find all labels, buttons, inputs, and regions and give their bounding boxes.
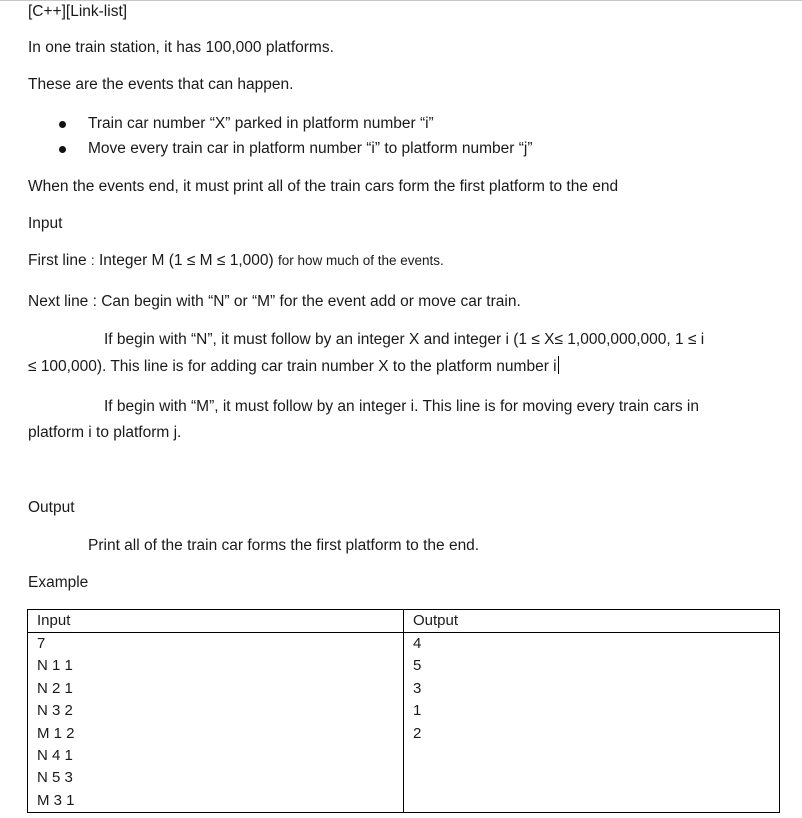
events-intro: These are the events that can happen. bbox=[28, 76, 294, 93]
n-rule-pre: If begin with “N”, it must follow by an integer X and integer i bbox=[104, 331, 509, 348]
input-line: N 5 3 bbox=[37, 769, 73, 787]
m-rule-line2: platform i to platform j. bbox=[28, 424, 182, 441]
input-line: N 3 2 bbox=[37, 702, 73, 720]
next-line-paragraph: Next line : Can begin with “N” or “M” for the event add or move car train. bbox=[28, 293, 521, 310]
bullet-item: Move every train car in platform number “i” to platform number “j” bbox=[88, 140, 533, 157]
intro-paragraph: In one train station, it has 100,000 platforms. bbox=[28, 39, 334, 56]
example-table-body bbox=[28, 633, 780, 813]
input-line: N 1 1 bbox=[37, 657, 73, 675]
input-line: M 3 1 bbox=[37, 791, 75, 809]
topic-tag: [C++][Link-list] bbox=[28, 3, 128, 20]
input-line: M 1 2 bbox=[37, 724, 75, 742]
input-cell bbox=[28, 633, 404, 813]
n-rule-line1 bbox=[104, 330, 704, 350]
input-line: N 4 1 bbox=[37, 746, 73, 764]
input-heading: Input bbox=[28, 215, 63, 232]
end-paragraph: When the events end, it must print all of the train cars form the first platform to the end bbox=[28, 178, 619, 195]
bullet-dot bbox=[59, 121, 66, 128]
input-line: 7 bbox=[37, 635, 46, 652]
page-top-border bbox=[0, 0, 802, 1]
text-cursor bbox=[558, 356, 559, 374]
m-rule-post: This line is for moving every train cars in bbox=[422, 398, 699, 415]
n-rule-line2 bbox=[28, 356, 559, 377]
output-line: 4 bbox=[413, 635, 422, 652]
output-line: 2 bbox=[413, 724, 422, 742]
output-heading: Output bbox=[28, 499, 75, 516]
n-rule-constraint-end: ≤ 100,000). bbox=[28, 358, 107, 375]
first-line-post: for how much of the events. bbox=[277, 253, 444, 268]
m-rule-pre: If begin with “M”, it must follow by an integer i. bbox=[104, 398, 419, 415]
output-description: Print all of the train car forms the first platform to the end. bbox=[88, 537, 480, 554]
output-cell bbox=[404, 633, 780, 813]
example-heading: Example bbox=[28, 574, 89, 591]
example-table-header bbox=[28, 610, 780, 633]
bullet-dot bbox=[59, 146, 66, 153]
input-line: N 2 1 bbox=[37, 679, 73, 697]
first-line-paragraph bbox=[28, 251, 444, 271]
output-line: 1 bbox=[413, 702, 422, 720]
input-column-header: Input bbox=[28, 610, 404, 633]
bullet-item: Train car number “X” parked in platform number “i” bbox=[88, 115, 434, 132]
first-line-label: First line bbox=[28, 252, 87, 269]
output-line: 3 bbox=[413, 679, 422, 697]
output-line: 5 bbox=[413, 657, 422, 675]
first-line-colon: : bbox=[90, 253, 95, 268]
output-column-header: Output bbox=[404, 610, 780, 633]
example-table bbox=[27, 609, 780, 813]
m-rule-line1 bbox=[104, 397, 699, 417]
n-rule-post: This line is for adding car train number X to the platform number i bbox=[110, 358, 557, 375]
first-line-constraint: (1 ≤ M ≤ 1,000) bbox=[168, 252, 274, 269]
n-rule-constraint: (1 ≤ X≤ 1,000,000,000, 1 ≤ i bbox=[513, 331, 705, 348]
first-line-pre: Integer M bbox=[98, 252, 165, 269]
